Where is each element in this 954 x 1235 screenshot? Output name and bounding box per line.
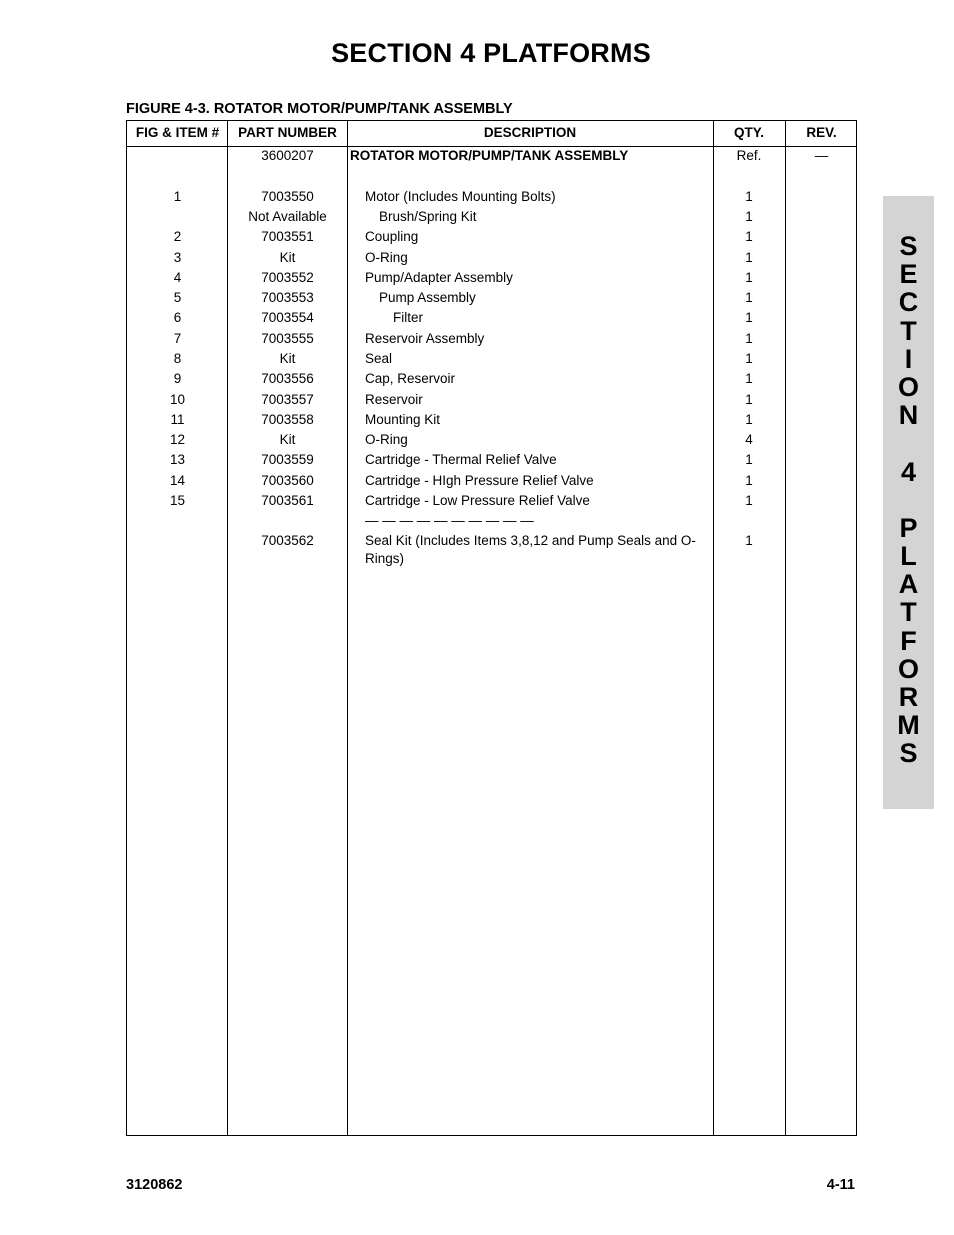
- part-number-cell: Not Available: [248, 209, 327, 224]
- rev-cell: —: [814, 148, 829, 163]
- part-number-cell: 3600207: [261, 148, 314, 163]
- fig-item-cell: 10: [169, 392, 186, 407]
- description-cell: Brush/Spring Kit: [379, 209, 477, 224]
- side-tab-letter: [883, 429, 934, 457]
- description-cell: Mounting Kit: [365, 412, 441, 427]
- side-tab-letter: S: [899, 738, 918, 769]
- qty-cell: 1: [745, 371, 753, 386]
- qty-cell: Ref.: [736, 148, 762, 163]
- qty-cell: 4: [745, 432, 753, 447]
- qty-cell: 1: [745, 310, 753, 325]
- side-tab-letter: C: [898, 287, 919, 318]
- side-tab-text: [883, 232, 934, 768]
- qty-cell: 1: [745, 209, 753, 224]
- header-part-number: PART NUMBER: [238, 125, 337, 140]
- fig-item-cell: 14: [169, 473, 186, 488]
- description-cell: Cartridge - Thermal Relief Valve: [365, 452, 557, 467]
- fig-item-cell: 1: [173, 189, 182, 204]
- part-number-cell: Kit: [279, 250, 296, 265]
- description-cell: ROTATOR MOTOR/PUMP/TANK ASSEMBLY: [350, 148, 629, 163]
- separator-dashes: — — — — — — — — — —: [365, 513, 534, 528]
- part-number-cell: 7003556: [261, 371, 314, 386]
- column-divider: [347, 121, 348, 1135]
- description-cell: Reservoir Assembly: [365, 331, 485, 346]
- side-tab-letter: E: [899, 259, 918, 290]
- part-number-cell: 7003559: [261, 452, 314, 467]
- part-number-cell: 7003552: [261, 270, 314, 285]
- side-tab-letter: O: [897, 653, 919, 684]
- part-number-cell: 7003561: [261, 493, 314, 508]
- side-tab-letter: F: [900, 625, 917, 656]
- description-cell: Filter: [393, 310, 423, 325]
- description-cell: Cartridge - HIgh Pressure Relief Valve: [365, 473, 594, 488]
- page-number: 4-11: [826, 1177, 855, 1193]
- qty-cell: 1: [745, 250, 753, 265]
- part-number-cell: 7003550: [261, 189, 314, 204]
- fig-item-cell: 13: [169, 452, 186, 467]
- fig-item-cell: 9: [173, 371, 182, 386]
- fig-item-cell: 8: [173, 351, 182, 366]
- side-tab-letter: L: [900, 541, 917, 572]
- part-number-cell: Kit: [279, 351, 296, 366]
- header-fig-item: FIG & ITEM #: [135, 125, 220, 140]
- document-number: 3120862: [126, 1177, 183, 1193]
- qty-cell: 1: [745, 412, 753, 427]
- qty-cell: 1: [745, 189, 753, 204]
- qty-cell: 1: [745, 331, 753, 346]
- side-tab-letter: 4: [900, 456, 917, 487]
- fig-item-cell: 5: [173, 290, 182, 305]
- side-tab-letter: T: [900, 315, 917, 346]
- side-tab-letter: R: [898, 682, 919, 712]
- qty-cell: 1: [745, 452, 753, 467]
- part-number-cell: 7003555: [261, 331, 314, 346]
- side-tab-letter: O: [897, 371, 919, 402]
- description-cell: Reservoir: [365, 392, 423, 407]
- header-qty: QTY.: [733, 125, 764, 140]
- description-cell: Pump/Adapter Assembly: [365, 270, 513, 285]
- qty-cell: 1: [745, 392, 753, 407]
- qty-cell: 1: [745, 493, 753, 508]
- description-cell: Cap, Reservoir: [365, 371, 456, 386]
- description-cell: O-Ring: [365, 250, 408, 265]
- part-number-cell: 7003553: [261, 290, 314, 305]
- fig-item-cell: 4: [173, 270, 182, 285]
- description-cell: Seal Kit (Includes Items 3,8,12 and Pump Seals and O-: [365, 533, 696, 548]
- header-description: DESCRIPTION: [483, 125, 577, 140]
- part-number-cell: Kit: [279, 432, 296, 447]
- side-tab-letter: P: [899, 512, 918, 543]
- fig-item-cell: 6: [173, 310, 182, 325]
- column-divider: [785, 121, 786, 1135]
- fig-item-cell: 11: [170, 412, 185, 427]
- qty-cell: 1: [745, 351, 753, 366]
- fig-item-cell: 7: [173, 331, 182, 346]
- header-rev: REV.: [806, 125, 837, 140]
- description-cell: Seal: [365, 351, 393, 366]
- part-number-cell: 7003560: [261, 473, 314, 488]
- side-tab-letter: M: [897, 710, 920, 741]
- description-cell: Motor (Includes Mounting Bolts): [365, 189, 556, 204]
- fig-item-cell: 3: [173, 250, 182, 265]
- fig-item-cell: 15: [169, 493, 186, 508]
- qty-cell: 1: [745, 473, 753, 488]
- section-title: SECTION 4 PLATFORMS: [331, 38, 651, 68]
- part-number-cell: 7003554: [261, 310, 314, 325]
- part-number-cell: 7003557: [261, 392, 314, 407]
- section-side-tab: [883, 196, 934, 809]
- side-tab-letter: A: [898, 569, 919, 600]
- part-number-cell: 7003558: [261, 412, 314, 427]
- fig-item-cell: 2: [173, 229, 182, 244]
- part-number-cell: 7003551: [261, 229, 314, 244]
- side-tab-letter: [883, 486, 934, 514]
- description-cell: O-Ring: [365, 432, 408, 447]
- description-cell: Rings): [365, 551, 405, 566]
- description-cell: Pump Assembly: [379, 290, 476, 305]
- side-tab-letter: T: [900, 597, 917, 628]
- side-tab-letter: N: [898, 400, 919, 431]
- description-cell: Coupling: [365, 229, 419, 244]
- qty-cell: 1: [745, 533, 753, 548]
- parts-table: [126, 120, 857, 1136]
- side-tab-letter: S: [899, 231, 918, 261]
- qty-cell: 1: [745, 290, 753, 305]
- qty-cell: 1: [745, 229, 753, 244]
- part-number-cell: 7003562: [261, 533, 314, 548]
- qty-cell: 1: [745, 270, 753, 285]
- description-cell: Cartridge - Low Pressure Relief Valve: [365, 493, 590, 508]
- side-tab-letter: I: [904, 343, 913, 374]
- fig-item-cell: 12: [169, 432, 186, 447]
- figure-title: FIGURE 4-3. ROTATOR MOTOR/PUMP/TANK ASSEMBLY: [126, 101, 513, 117]
